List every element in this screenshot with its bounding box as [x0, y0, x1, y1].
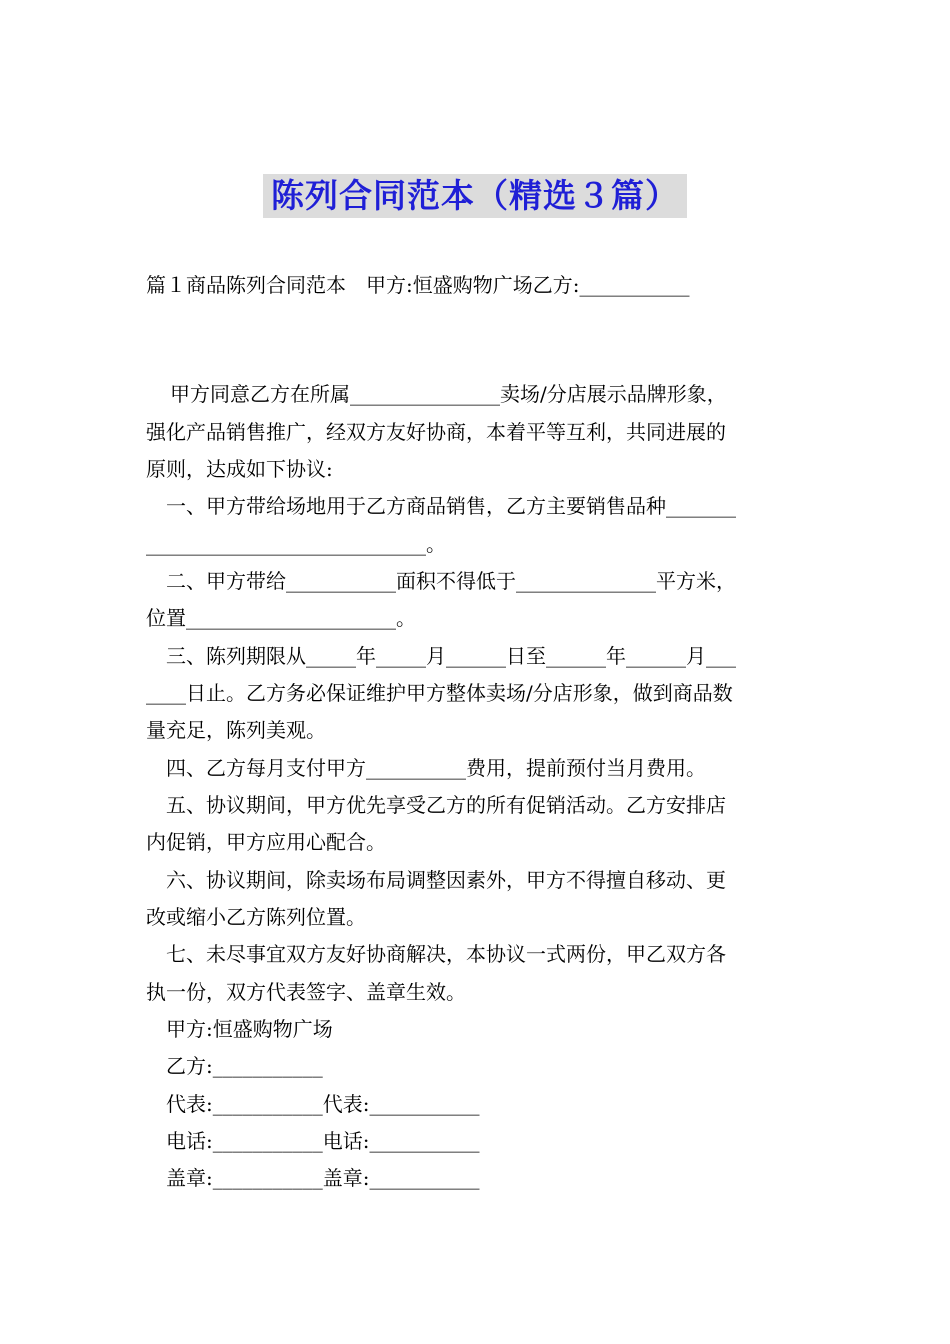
intro-line-1: 甲方同意乙方在所属_______________卖场/分店展示品牌形象，: [170, 382, 727, 406]
clause-6-line-1: 六、协议期间，除卖场布局调整因素外，甲方不得擅自移动、更: [166, 868, 726, 892]
signature-phone: 电话:___________电话:___________: [166, 1129, 480, 1153]
signature-representative: 代表:___________代表:___________: [166, 1092, 480, 1116]
clause-1-line-1: 一、甲方带给场地用于乙方商品销售，乙方主要销售品种_______: [166, 494, 736, 518]
clause-2-line-2: 位置_____________________。: [146, 606, 416, 630]
clause-7-line-1: 七、未尽事宜双方友好协商解决，本协议一式两份，甲乙双方各: [166, 942, 726, 966]
clause-2-line-1: 二、甲方带给___________面积不得低于______________平方米，: [166, 569, 736, 593]
title-container: [0, 174, 950, 218]
document-title: 陈列合同范本（精选３篇）: [263, 174, 687, 218]
signature-seal: 盖章:___________盖章:___________: [166, 1166, 480, 1190]
signature-party-b: 乙方:___________: [166, 1054, 323, 1078]
section-heading: 篇１商品陈列合同范本 甲方:恒盛购物广场乙方:___________: [146, 273, 690, 297]
clause-3-line-1: 三、陈列期限从_____年_____月______日至______年______月___: [166, 644, 736, 668]
signature-party-a: 甲方:恒盛购物广场: [166, 1017, 333, 1041]
clause-7-line-2: 执一份，双方代表签字、盖章生效。: [146, 980, 466, 1004]
clause-1-line-2: ____________________________。: [146, 532, 446, 556]
clause-5-line-2: 内促销，甲方应用心配合。: [146, 830, 386, 854]
clause-3-line-2: ____日止。乙方务必保证维护甲方整体卖场/分店形象，做到商品数: [146, 681, 733, 705]
intro-line-2: 强化产品销售推广，经双方友好协商，本着平等互利，共同进展的: [146, 420, 726, 444]
intro-line-3: 原则，达成如下协议:: [146, 457, 333, 481]
clause-3-line-3: 量充足，陈列美观。: [146, 718, 326, 742]
clause-4-line-1: 四、乙方每月支付甲方__________费用，提前预付当月费用。: [166, 756, 706, 780]
clause-6-line-2: 改或缩小乙方陈列位置。: [146, 905, 366, 929]
clause-5-line-1: 五、协议期间，甲方优先享受乙方的所有促销活动。乙方安排店: [166, 793, 726, 817]
